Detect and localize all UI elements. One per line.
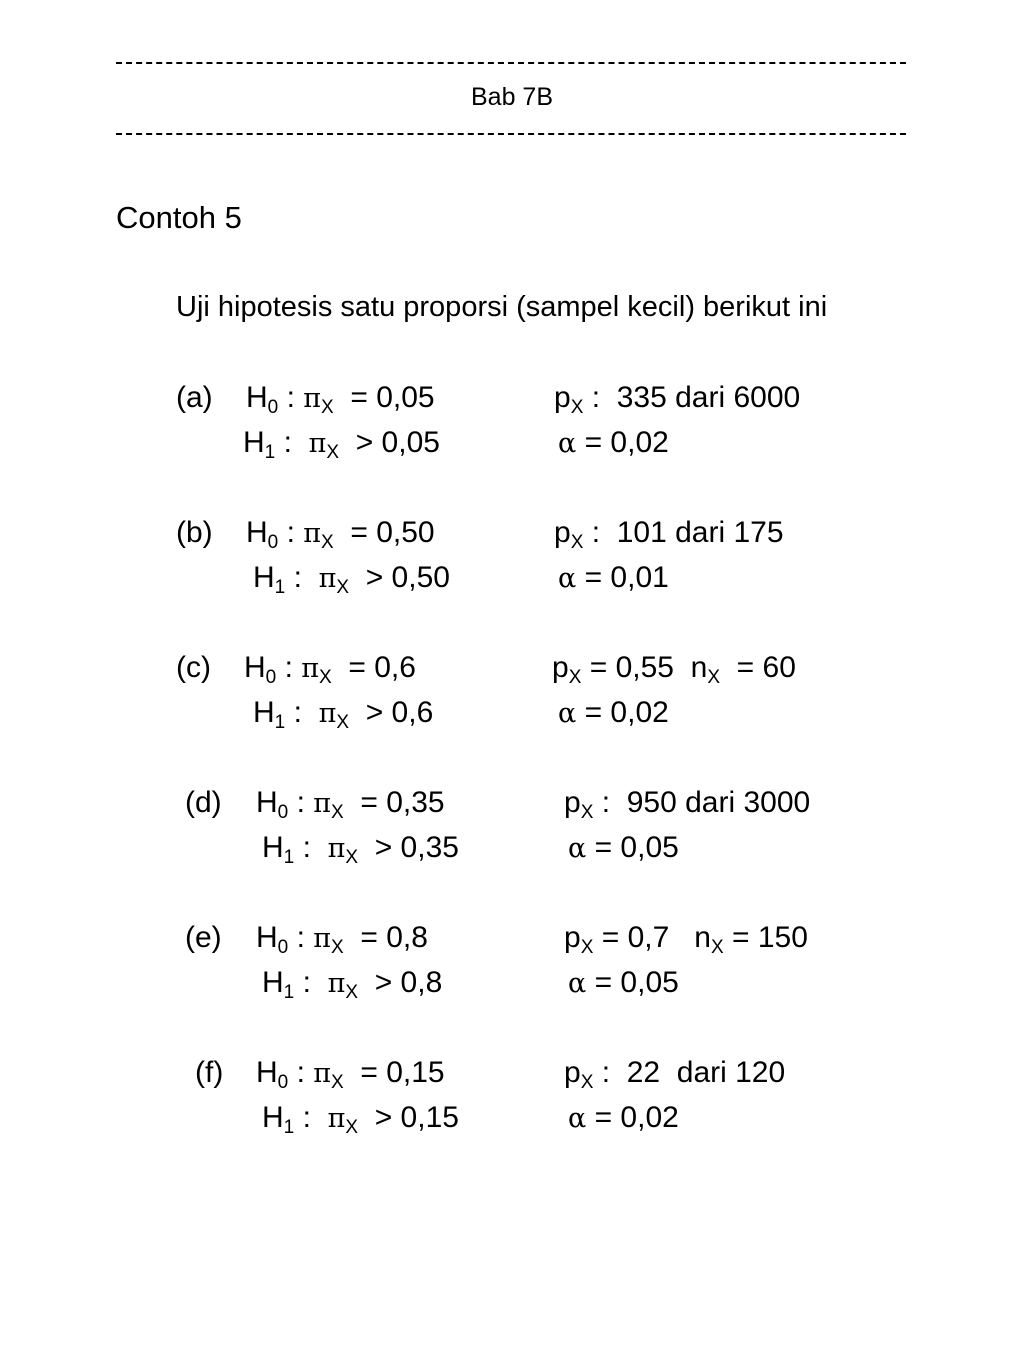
chapter-title: Bab 7B [470, 83, 553, 111]
null-hypothesis: $H_0$ : $\pi_X = 0,8$ [256, 921, 428, 958]
significance-level: α = 0,05 [568, 831, 679, 864]
sample-data: $p_X$ : 335 dari 6000 [554, 381, 801, 418]
item-label: (f) [195, 1056, 224, 1089]
alternative-hypothesis: $H_1$ : $\pi_X > 0,35$ [262, 831, 459, 868]
sample-data: $p_X$ : 950 dari 3000 [564, 786, 811, 823]
sample-data: $p_X = 0,7$ $n_X = 150$ [564, 921, 808, 958]
problem-item-d [0, 785, 1024, 885]
significance-level: α = 0,02 [558, 426, 669, 459]
example-heading: Contoh 5 [116, 200, 242, 235]
null-hypothesis: $H_0$ : $\pi_X = 0,35$ [256, 786, 445, 823]
null-hypothesis: $H_0$ : $\pi_X = 0,50$ [246, 516, 435, 553]
item-label: (e) [185, 921, 222, 954]
null-hypothesis: $H_0$ : $\pi_X = 0,05$ [246, 381, 435, 418]
significance-level: α = 0,05 [568, 966, 679, 999]
alternative-hypothesis: $H_1$ : $\pi_X > 0,8$ [262, 966, 443, 1003]
problem-item-a [0, 380, 1024, 480]
item-label: (b) [176, 516, 213, 549]
sample-data: $p_X = 0,55$ $n_X = 60$ [552, 651, 796, 688]
dashed-rule-top [116, 62, 906, 64]
significance-level: α = 0,01 [558, 561, 669, 594]
alternative-hypothesis: $H_1$ : $\pi_X > 0,6$ [253, 696, 434, 733]
problem-item-f [0, 1055, 1024, 1155]
alternative-hypothesis: $H_1$ : $\pi_X > 0,05$ [243, 426, 440, 463]
null-hypothesis: $H_0$ : $\pi_X = 0,15$ [256, 1056, 445, 1093]
item-label: (c) [176, 651, 211, 684]
item-label: (d) [185, 786, 222, 819]
problem-item-e [0, 920, 1024, 1020]
sample-data: $p_X$ : 22 dari 120 [564, 1056, 786, 1093]
dashed-rule-bottom [116, 133, 906, 135]
problem-item-c [0, 650, 1024, 750]
item-label: (a) [176, 381, 213, 414]
sample-data: $p_X$ : 101 dari 175 [554, 516, 784, 553]
problem-item-b [0, 515, 1024, 615]
alternative-hypothesis: $H_1$ : $\pi_X > 0,50$ [253, 561, 450, 598]
significance-level: α = 0,02 [558, 696, 669, 729]
example-intro: Uji hipotesis satu proporsi (sampel kecil) berikut ini [176, 291, 828, 323]
null-hypothesis: $H_0$ : $\pi_X = 0,6$ [244, 651, 416, 688]
alternative-hypothesis: $H_1$ : $\pi_X > 0,15$ [262, 1101, 459, 1138]
significance-level: α = 0,02 [568, 1101, 679, 1134]
